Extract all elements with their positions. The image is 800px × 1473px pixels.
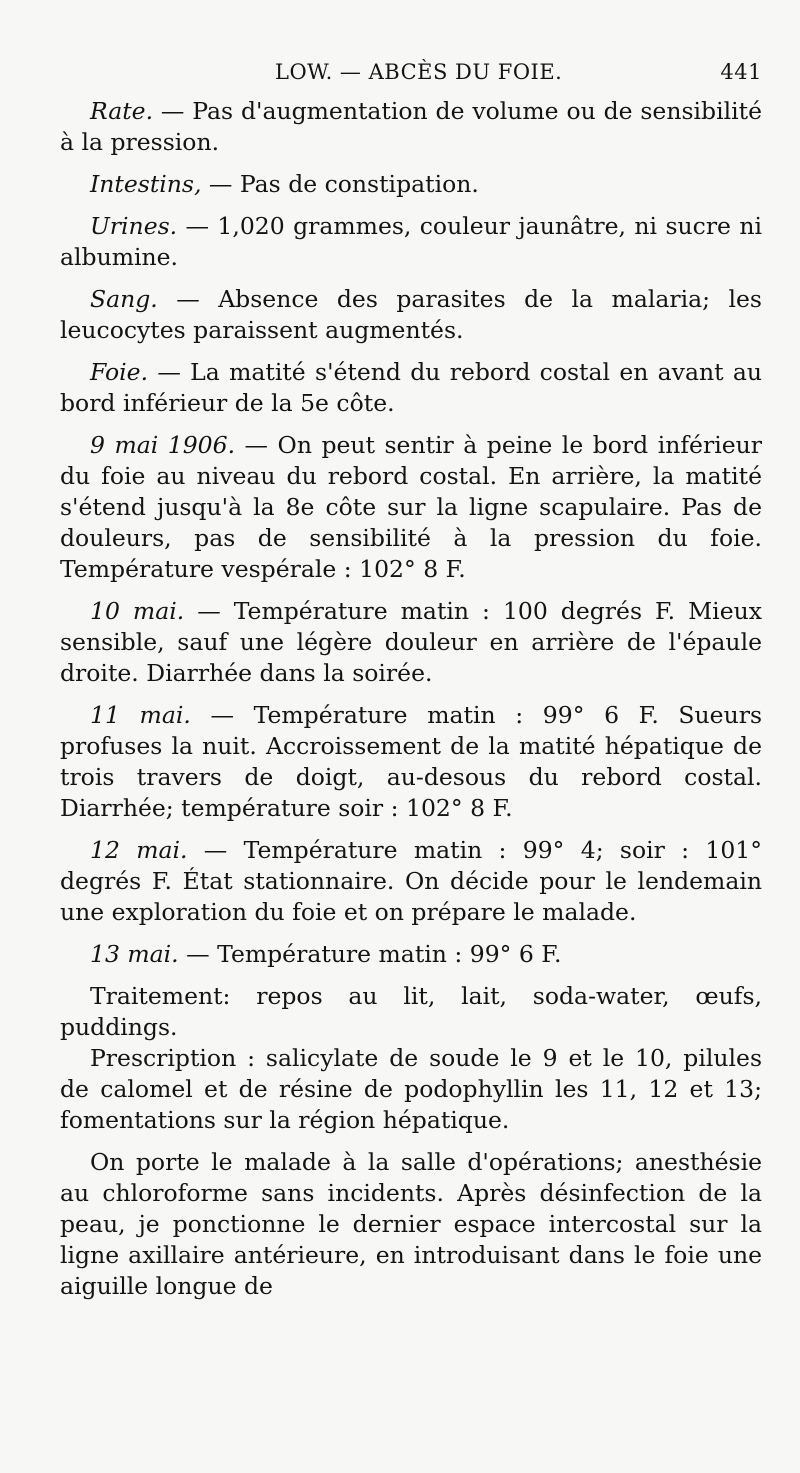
paragraph-text: — 1,020 grammes, couleur jaunâtre, ni sucre ni albumine. [60,212,762,271]
paragraph-rate [60,96,762,158]
paragraph-foie [60,357,762,419]
paragraph-label: Foie. [90,358,149,386]
page-header [60,60,762,96]
paragraph-label: Rate. [90,97,154,125]
paragraph-9-mai [60,430,762,585]
paragraph-text: — Température matin : 99° 6 F. Sueurs profuses la nuit. Accroissement de la matité hépatique de trois travers de doigt, au-desous du rebord costal. Diarrhée; température soir : 102° 8 F. [60,701,762,822]
page-number: 441 [720,60,762,84]
paragraph-label: 9 mai 1906. [90,431,236,459]
paragraph-intestins [60,169,762,200]
paragraph-sang [60,284,762,346]
paragraph-text: — Température matin : 99° 4; soir : 101° degrés F. État stationnaire. On décide pour le lendemain une exploration du foie et on prépare le malade. [60,836,763,926]
paragraph-label: Intestins, [90,170,202,198]
paragraph-label: 12 mai. [90,836,188,864]
paragraph-traitement: Traitement: repos au lit, lait, soda-water, œufs, puddings. [60,982,762,1041]
paragraph-label: Sang. [90,285,158,313]
paragraph-text: — On peut sentir à peine le bord inférieur du foie au niveau du rebord costal. En arrière, la matité s'étend jusqu'à la 8e côte sur la ligne scapulaire. Pas de douleurs, pas de sensibilité à la pression du foie. Température vespérale : 102° 8 F. [60,431,762,583]
paragraph-text: — Température matin : 99° 6 F. [178,940,562,968]
paragraph-text: — Absence des parasites de la malaria; les leucocytes paraissent augmentés. [60,285,762,344]
paragraph-text: — Pas d'augmentation de volume ou de sensibilité à la pression. [60,97,762,156]
paragraph-label: 13 mai. [90,940,179,968]
paragraph-label: Urines. [90,212,178,240]
paragraph-label: 10 mai. [90,597,185,625]
paragraph-label: 11 mai. [90,701,191,729]
paragraph-operation: On porte le malade à la salle d'opérations; anesthésie au chloroforme sans incidents. Après désinfection de la peau, je ponctionne le dernier espace intercostal sur la ligne axillaire antérieure, en introduisant dans le foie une aiguille longue de [60,1148,762,1300]
paragraph-10-mai [60,596,762,689]
running-title: LOW. — ABCÈS DU FOIE. [275,60,563,84]
paragraph-text: — La matité s'étend du rebord costal en avant au bord inférieur de la 5e côte. [60,358,762,417]
paragraph-11-mai [60,700,762,824]
paragraph-urines [60,211,762,273]
paragraph-prescription: Prescription : salicylate de soude le 9 et le 10, pilules de calomel et de résine de podophyllin les 11, 12 et 13; fomentations sur la région hépatique. [60,1044,762,1134]
paragraph-12-mai [60,835,762,928]
paragraph-text: — Température matin : 100 degrés F. Mieux sensible, sauf une légère douleur en arrière de l'épaule droite. Diarrhée dans la soirée. [60,597,762,687]
paragraph-text: — Pas de constipation. [201,170,479,198]
paragraph-13-mai [60,939,762,970]
